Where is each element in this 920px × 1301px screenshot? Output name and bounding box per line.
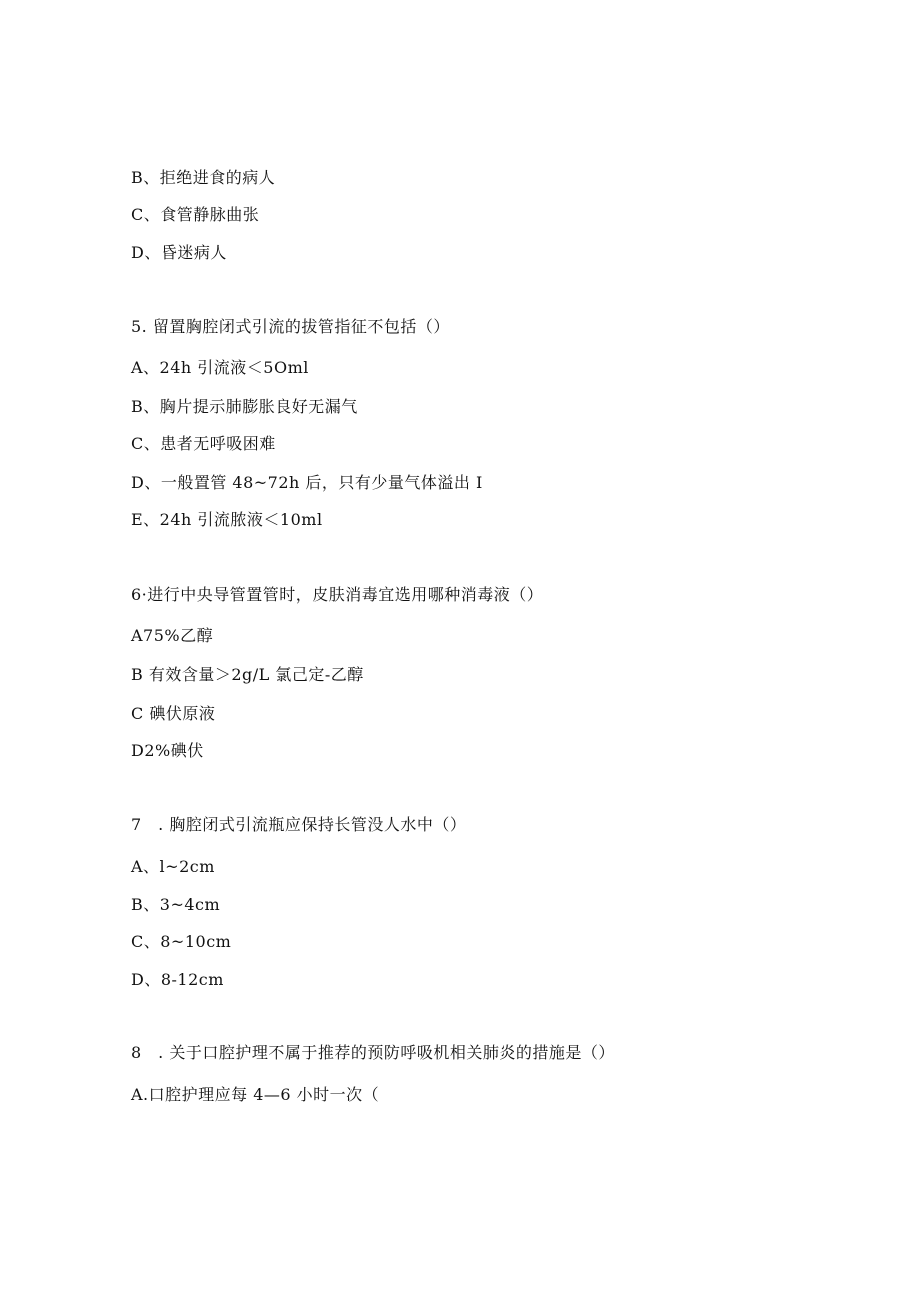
question-8: 8 . 关于口腔护理不属于推荐的预防呼吸机相关肺炎的措施是（） [131,1043,615,1062]
option-5b: B、胸片提示肺膨胀良好无漏气 [131,397,358,416]
option-4b: B、拒绝进食的病人 [131,168,276,187]
option-6b: B 有效含量＞2g/L 氯己定-乙醇 [131,665,364,684]
option-7d: D、8-12cm [131,970,224,989]
option-6a: A75%乙醇 [131,626,214,645]
option-7b: B、3~4cm [131,895,221,914]
question-6: 6·进行中央导管置管时，皮肤消毒宜选用哪种消毒液（） [131,585,544,604]
option-6c: C 碘伏原液 [131,704,216,723]
option-4c: C、食管静脉曲张 [131,205,260,224]
option-5a: A、24h 引流液＜5Oml [131,358,309,377]
option-8a: A.口腔护理应每 4—6 小时一次（ [131,1085,380,1104]
question-7: 7 . 胸腔闭式引流瓶应保持长管没人水中（） [131,815,467,834]
option-5c: C、患者无呼吸困难 [131,434,276,453]
question-5: 5. 留置胸腔闭式引流的拔管指征不包括（） [131,317,450,336]
option-4d: D、昏迷病人 [131,243,227,262]
option-5d: D、一般置管 48~72h 后，只有少量气体溢出 I [131,473,483,492]
option-7c: C、8~10cm [131,932,232,951]
option-6d: D2%碘伏 [131,741,204,760]
option-5e: E、24h 引流脓液＜10ml [131,510,323,529]
option-7a: A、l~2cm [131,857,215,876]
